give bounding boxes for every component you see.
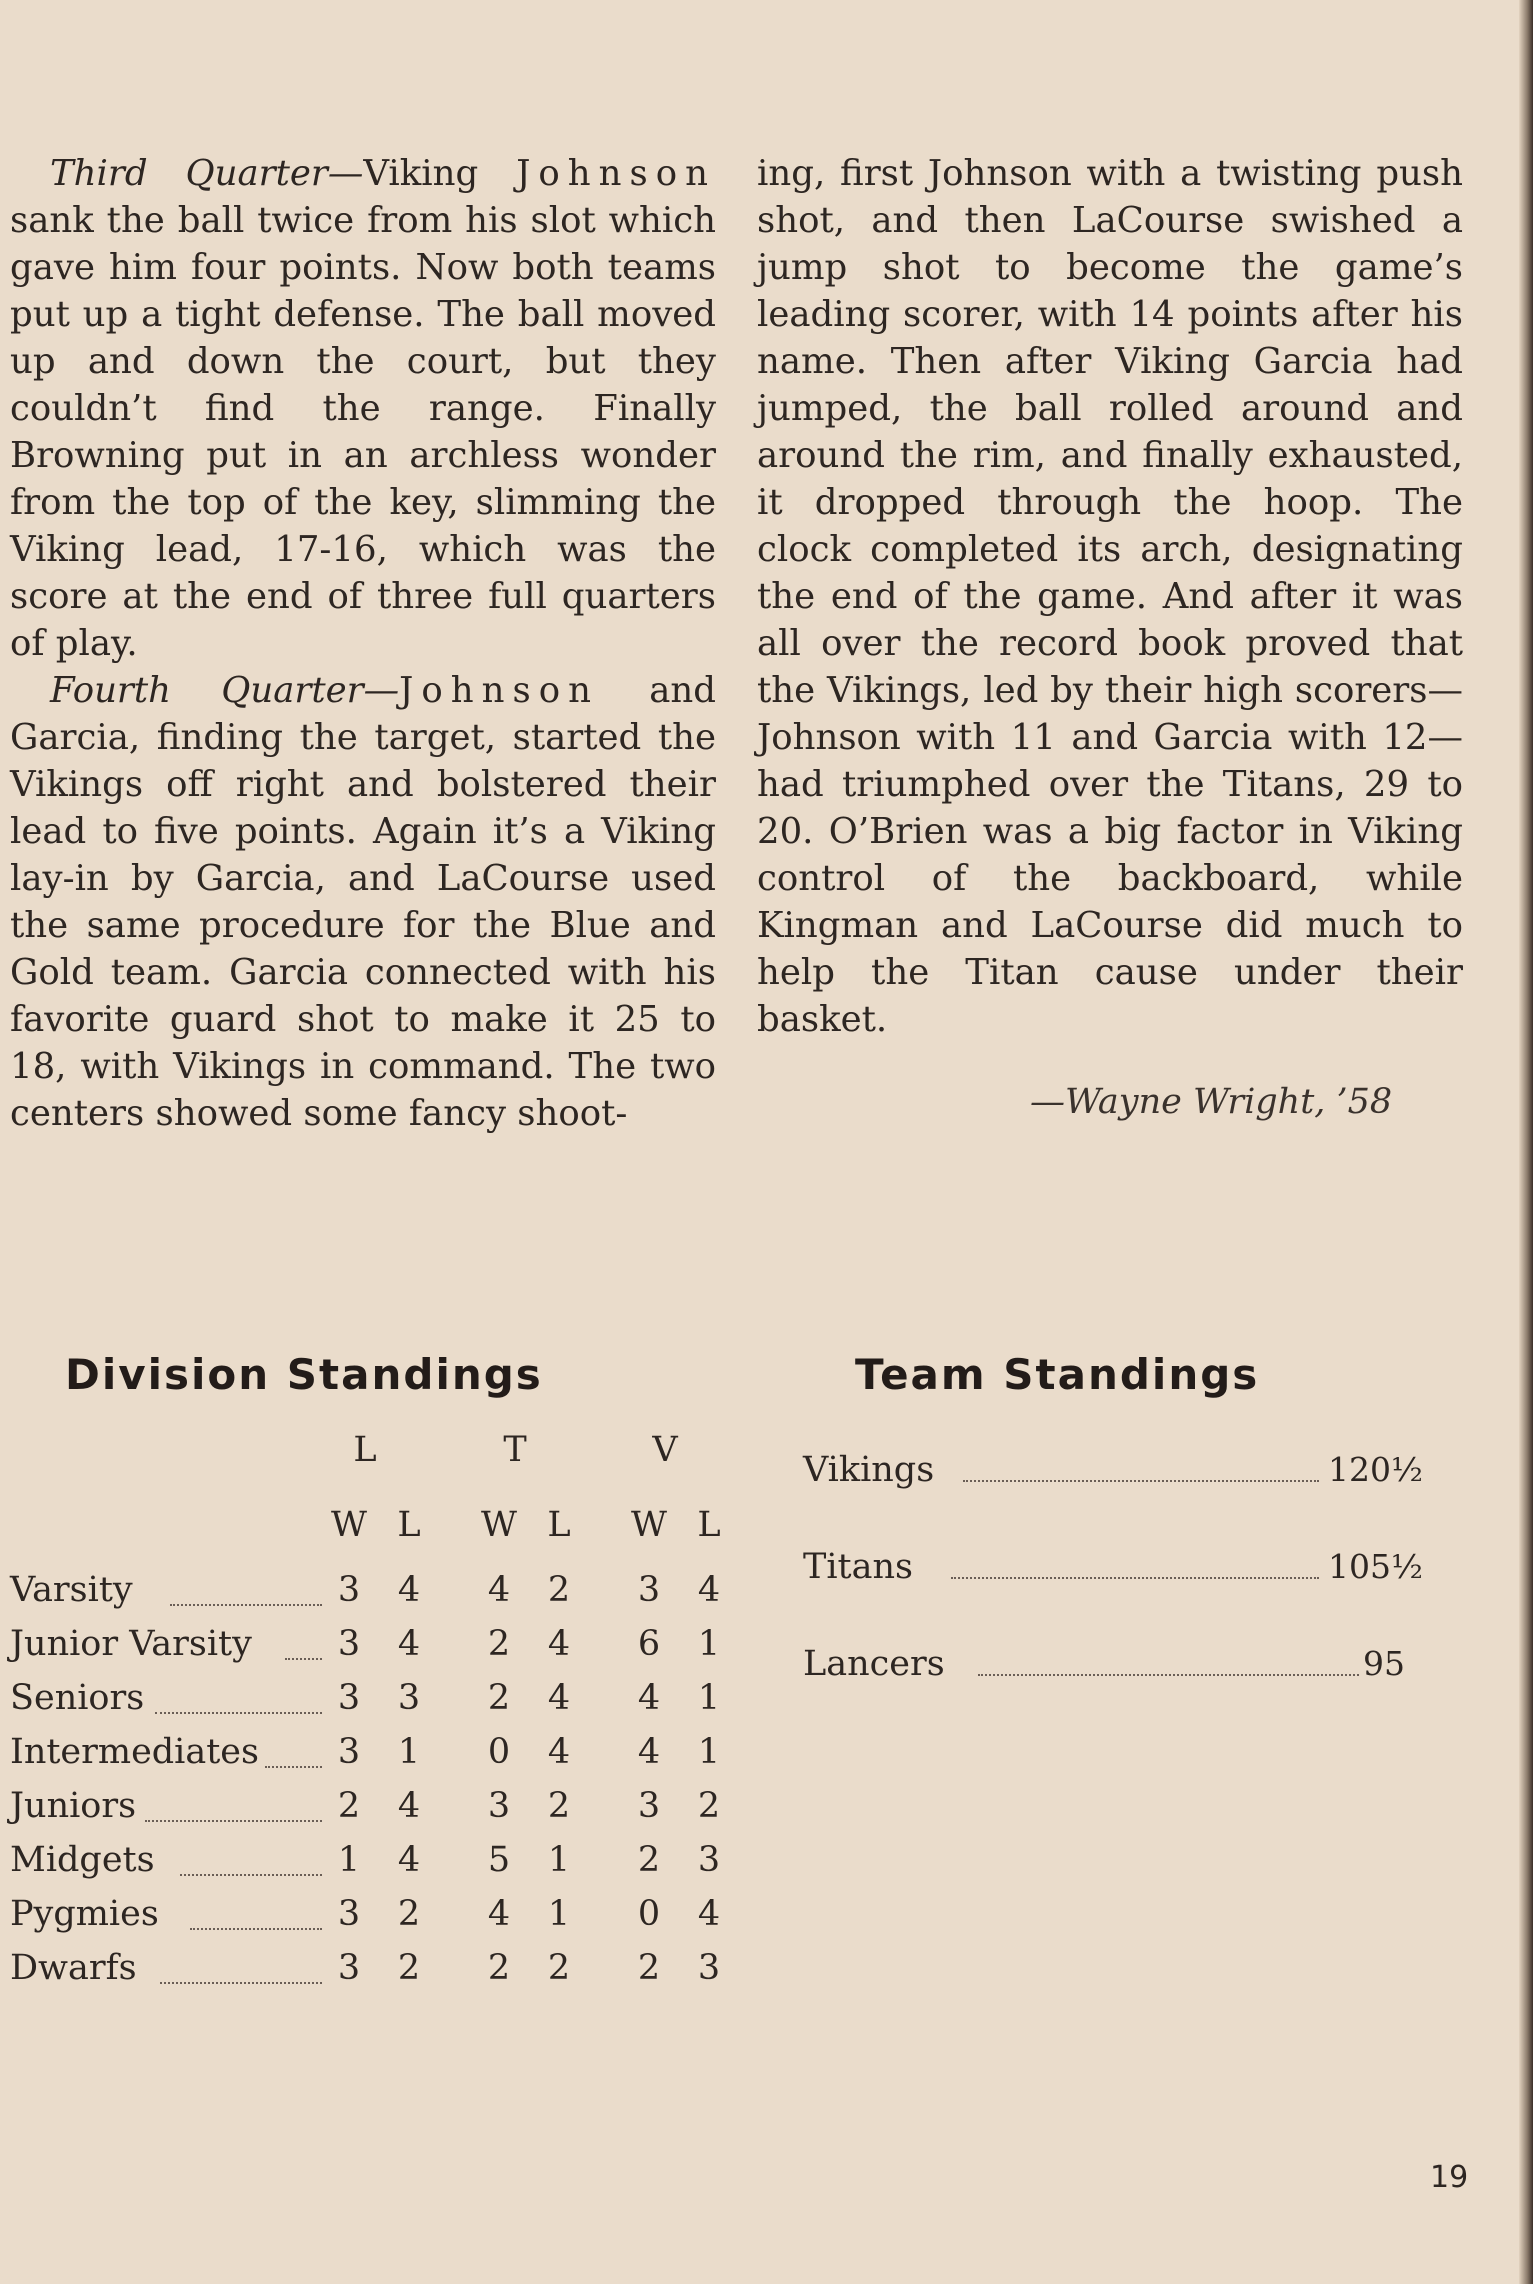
division-name: Seniors: [10, 1678, 145, 1718]
standings-value: 3: [637, 1786, 661, 1826]
standings-value: 4: [397, 1570, 421, 1610]
third-quarter-spaced-name: Johnson: [516, 153, 716, 194]
author-signature: —Wayne Wright, ’58: [1030, 1082, 1393, 1122]
standings-value: 1: [397, 1732, 421, 1772]
article-column-left: [10, 150, 716, 1137]
group-header-t: T: [503, 1430, 527, 1470]
team-name: Titans: [803, 1547, 913, 1587]
subheader-l: L: [697, 1505, 721, 1545]
dot-leader: [145, 1786, 322, 1822]
standings-value: 4: [547, 1732, 571, 1772]
standings-value: 6: [637, 1624, 661, 1664]
standings-value: 1: [547, 1894, 571, 1934]
standings-value: 3: [337, 1570, 361, 1610]
standings-row: [10, 1894, 730, 1944]
standings-value: 2: [637, 1948, 661, 1988]
dot-leader: [155, 1678, 322, 1714]
standings-value: 2: [487, 1678, 511, 1718]
standings-value: 3: [337, 1894, 361, 1934]
standings-value: 1: [337, 1840, 361, 1880]
standings-row: [10, 1624, 730, 1674]
standings-value: 2: [547, 1948, 571, 1988]
standings-value: 2: [397, 1948, 421, 1988]
fourth-quarter-spaced-name: Johnson: [399, 670, 599, 711]
standings-row: [10, 1840, 730, 1890]
standings-value: 4: [637, 1678, 661, 1718]
standings-value: 3: [337, 1678, 361, 1718]
paragraph-fourth-quarter: [10, 667, 716, 1137]
standings-row: [10, 1732, 730, 1782]
division-name: Intermediates: [10, 1732, 259, 1772]
standings-value: 3: [637, 1570, 661, 1610]
division-name: Midgets: [10, 1840, 155, 1880]
team-points: 95: [1363, 1644, 1405, 1683]
division-standings-title: Division Standings: [65, 1350, 543, 1399]
subheader-w: W: [631, 1505, 667, 1545]
article-column-right: [757, 150, 1463, 1043]
division-name: Dwarfs: [10, 1948, 137, 1988]
dot-leader: [160, 1948, 322, 1984]
paragraph-continued: ing, first Johnson with a twisting push shot, and then LaCourse swished a jump shot to become the game’s leading scorer, with 14 points after his name. Then after Viking Garcia had jumped, the ball rolled around and around the rim, and finally exhausted, it dropped through the hoop. The clock completed its arch, designating the end of the game. And after it was all over the record book proved that the Vikings, led by their high scorers—Johnson with 11 and Garcia with 12—had triumphed over the Titans, 29 to 20. O’Brien was a big factor in Viking control of the backboard, while Kingman and LaCourse did much to help the Titan cause under their basket.: [757, 153, 1463, 1040]
standings-value: 4: [547, 1678, 571, 1718]
standings-value: 2: [397, 1894, 421, 1934]
standings-value: 2: [487, 1624, 511, 1664]
standings-value: 2: [337, 1786, 361, 1826]
standings-value: 4: [697, 1894, 721, 1934]
win-loss-header-row: [10, 1505, 730, 1549]
team-points: 120½: [1328, 1450, 1423, 1489]
standings-value: 3: [697, 1840, 721, 1880]
third-quarter-body: sank the ball twice from his slot which gave him four points. Now both teams put up a tight defense. The ball moved up and down the court, but they couldn’t find the range. Finally Browning put in an archless wonder from the top of the key, slimming the Viking lead, 17-16, which was the score at the end of three full quarters of play.: [10, 200, 716, 664]
standings-value: 4: [397, 1624, 421, 1664]
fourth-quarter-body: and Garcia, finding the target, started the Vikings off right and bolstered their lead to five points. Again it’s a Viking lay-in by Garcia, and LaCourse used the same procedure for the Blue and Gold team. Garcia connected with his favorite guard shot to make it 25 to 18, with Vikings in command. The two centers showed some fancy shoot-: [10, 670, 716, 1134]
standings-value: 3: [487, 1786, 511, 1826]
standings-value: 2: [547, 1786, 571, 1826]
standings-value: 3: [337, 1948, 361, 1988]
standings-value: 4: [637, 1732, 661, 1772]
standings-value: 4: [547, 1624, 571, 1664]
dot-leader: [190, 1894, 322, 1930]
dot-leader: [963, 1450, 1319, 1482]
page-binding-edge: [1519, 0, 1533, 2284]
dot-leader: [951, 1547, 1319, 1579]
division-name: Juniors: [10, 1786, 137, 1826]
standings-value: 3: [337, 1624, 361, 1664]
page-number: 19: [1430, 2160, 1469, 2195]
group-header-v: V: [652, 1430, 678, 1470]
team-name: Vikings: [803, 1450, 935, 1490]
standings-value: 1: [697, 1732, 721, 1772]
standings-row: [10, 1678, 730, 1728]
third-quarter-lead: Viking: [363, 153, 517, 194]
team-name: Lancers: [803, 1644, 945, 1684]
standings-value: 2: [637, 1840, 661, 1880]
standings-value: 2: [697, 1786, 721, 1826]
standings-value: 4: [487, 1894, 511, 1934]
standings-value: 1: [547, 1840, 571, 1880]
standings-row: [10, 1570, 730, 1620]
standings-value: 3: [337, 1732, 361, 1772]
standings-value: 2: [487, 1948, 511, 1988]
standings-value: 4: [697, 1570, 721, 1610]
standings-value: 2: [547, 1570, 571, 1610]
subheader-w: W: [331, 1505, 367, 1545]
team-standings-row: [803, 1547, 1423, 1597]
team-standings-title: Team Standings: [855, 1350, 1260, 1399]
standings-value: 3: [397, 1678, 421, 1718]
division-name: Pygmies: [10, 1894, 159, 1934]
subheader-l: L: [397, 1505, 421, 1545]
dot-leader: [180, 1840, 322, 1876]
subheader-l: L: [547, 1505, 571, 1545]
standings-row: [10, 1786, 730, 1836]
team-standings-row: [803, 1450, 1423, 1500]
standings-value: 0: [487, 1732, 511, 1772]
group-header-l: L: [353, 1430, 377, 1470]
fourth-quarter-heading: Fourth Quarter—: [50, 670, 400, 711]
dot-leader: [978, 1644, 1359, 1676]
subheader-w: W: [481, 1505, 517, 1545]
team-standings-row: [803, 1644, 1423, 1694]
standings-value: 4: [397, 1840, 421, 1880]
standings-value: 1: [697, 1624, 721, 1664]
dot-leader: [170, 1570, 322, 1606]
standings-value: 3: [697, 1948, 721, 1988]
standings-value: 4: [397, 1786, 421, 1826]
standings-row: [10, 1948, 730, 1998]
standings-value: 4: [487, 1570, 511, 1610]
standings-value: 1: [697, 1678, 721, 1718]
paragraph-third-quarter: [10, 150, 716, 667]
dot-leader: [265, 1732, 322, 1768]
standings-value: 5: [487, 1840, 511, 1880]
standings-value: 0: [637, 1894, 661, 1934]
team-points: 105½: [1328, 1547, 1423, 1586]
division-name: Junior Varsity: [10, 1624, 252, 1664]
dot-leader: [285, 1624, 322, 1660]
third-quarter-heading: Third Quarter—: [50, 153, 364, 194]
division-name: Varsity: [10, 1570, 133, 1610]
